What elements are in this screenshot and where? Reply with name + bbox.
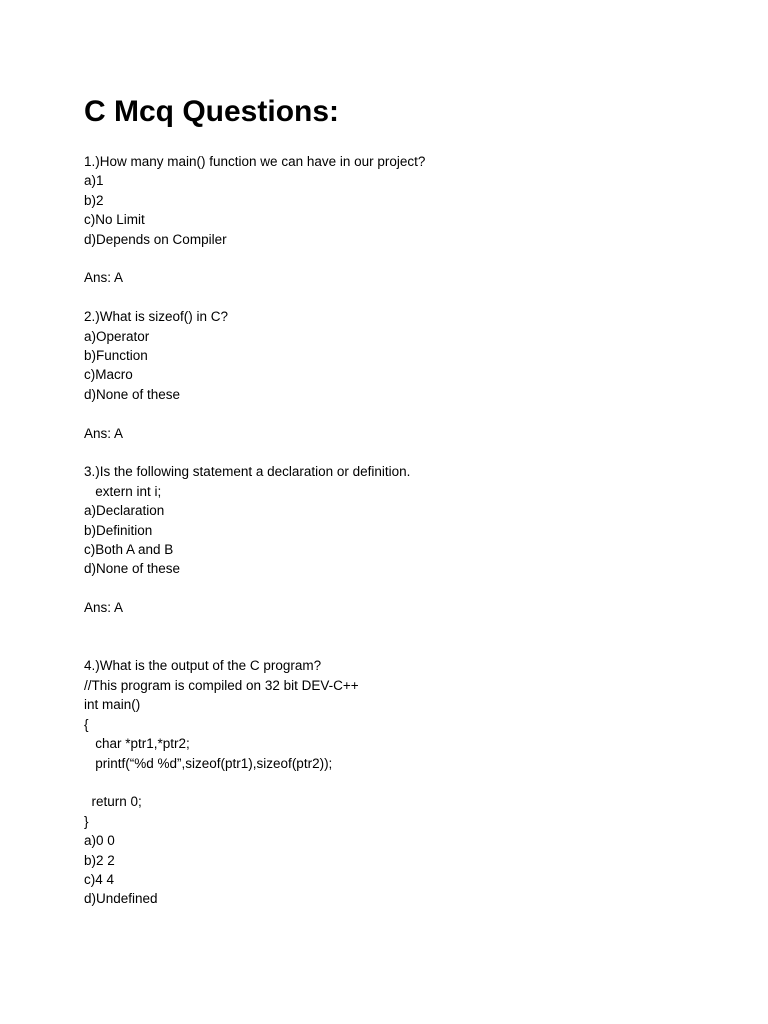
option-a: a)Declaration <box>84 503 165 519</box>
option-d: d)Undefined <box>84 891 158 907</box>
code-line: int main() <box>84 697 141 713</box>
question-text: 1.)How many main() function we can have in our project? <box>84 154 426 169</box>
option-d: d)None of these <box>84 561 181 577</box>
option-a: a)0 0 <box>84 833 115 849</box>
code-line <box>84 773 724 792</box>
spacer <box>84 618 724 657</box>
option-c: c)No Limit <box>84 212 145 228</box>
option-b: b)Function <box>84 348 148 364</box>
code-line: { <box>84 716 89 732</box>
code-line: char *ptr1,*ptr2; <box>84 736 190 752</box>
option-b: b)2 <box>84 192 104 208</box>
question-3 <box>84 462 724 617</box>
option-c: c)Macro <box>84 367 133 383</box>
code-line: extern int i; <box>84 483 162 499</box>
option-b: b)2 2 <box>84 852 115 868</box>
option-d: d)Depends on Compiler <box>84 231 227 247</box>
spacer <box>84 443 724 462</box>
answer-text: Ans: A <box>84 425 124 441</box>
code-line: //This program is compiled on 32 bit DEV-C++ <box>84 677 359 693</box>
question-text: 2.)What is sizeof() in C? <box>84 309 229 325</box>
answer-text: Ans: A <box>84 600 124 616</box>
document-page <box>84 92 724 909</box>
spacer <box>84 249 724 268</box>
answer-text: Ans: A <box>84 270 124 286</box>
question-2 <box>84 307 724 443</box>
option-a: a)1 <box>84 173 104 189</box>
option-a: a)Operator <box>84 328 150 344</box>
option-c: c)Both A and B <box>84 542 174 558</box>
page-title: C Mcq Questions: <box>84 95 340 128</box>
spacer <box>84 288 724 307</box>
spacer <box>84 404 724 423</box>
question-1 <box>84 152 724 288</box>
question-4 <box>84 656 724 908</box>
code-line: return 0; <box>84 794 142 810</box>
option-c: c)4 4 <box>84 871 115 887</box>
option-d: d)None of these <box>84 386 181 402</box>
code-line: } <box>84 813 89 829</box>
question-text: 3.)Is the following statement a declaration or definition. <box>84 464 411 480</box>
question-text: 4.)What is the output of the C program? <box>84 658 322 674</box>
option-b: b)Definition <box>84 522 153 538</box>
spacer <box>84 579 724 598</box>
code-line: printf(“%d %d”,sizeof(ptr1),sizeof(ptr2)); <box>84 755 333 771</box>
